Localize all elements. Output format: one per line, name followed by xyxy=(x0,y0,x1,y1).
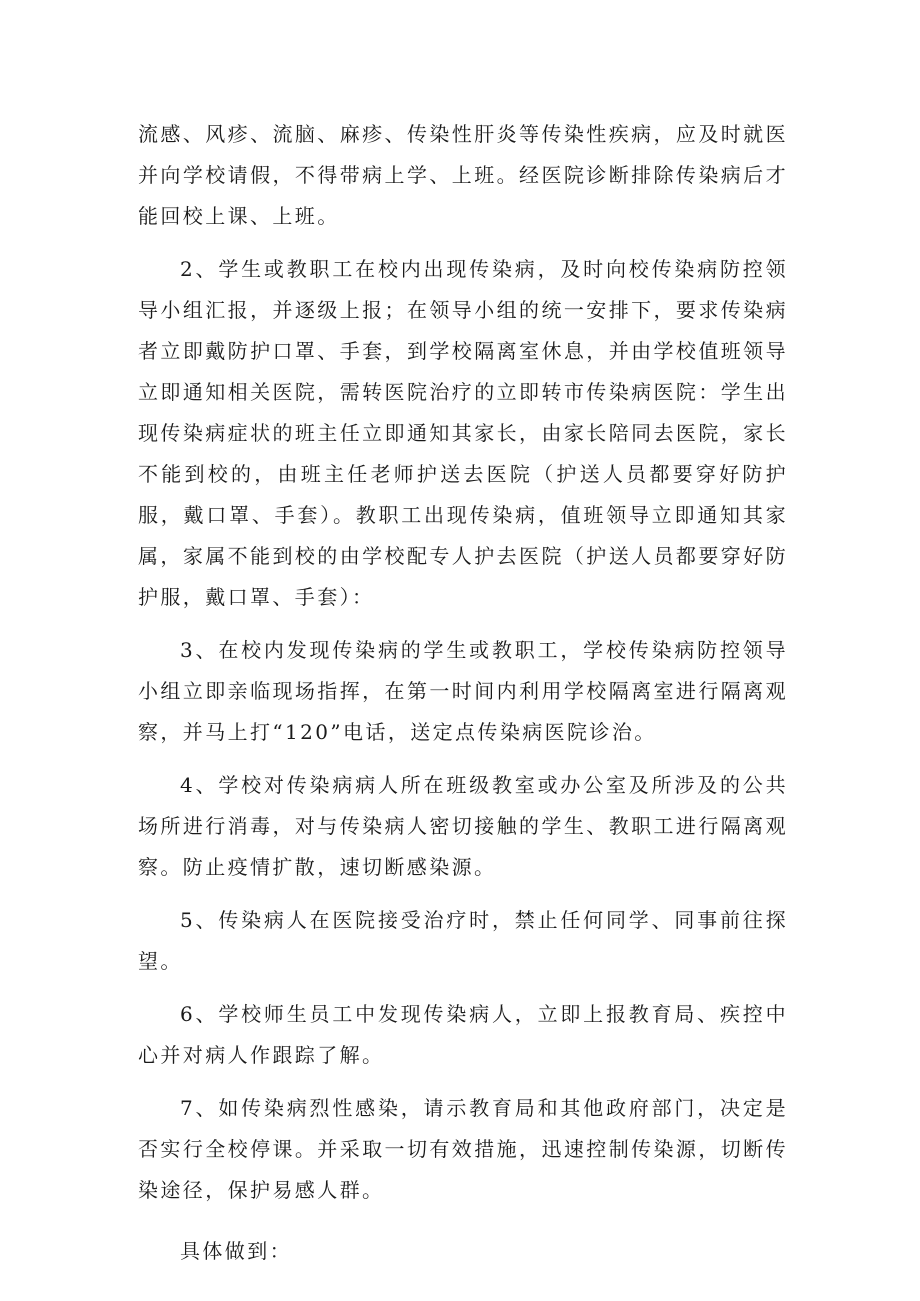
closing-line: 具体做到： xyxy=(180,1239,292,1263)
paragraph-item-2: 2、学生或教职工在校内出现传染病，及时向校传染病防控领导小组汇报，并逐级上报；在领导小组的统一安排下，要求传染病者立即戴防护口罩、手套，到学校隔离室休息，并由学校值班领导立即通知相关医院，需转医院治疗的立即转市传染病医院：学生出现传染病症状的班主任立即通知其家长，由家长陪同去医院，家长不能到校的，由班主任老师护送去医院（护送人员都要穿好防护服，戴口罩、手套）。教职工出现传染病，值班领导立即通知其家属，家属不能到校的由学校配专人护去医院（护送人员都要穿好防护服，戴口罩、手套）： xyxy=(138,257,788,609)
paragraph-item-3: 3、在校内发现传染病的学生或教职工，学校传染病防控领导小组立即亲临现场指挥，在第一时间内利用学校隔离室进行隔离观察，并马上打“120”电话，送定点传染病医院诊治。 xyxy=(138,638,788,744)
paragraph-item-5: 5、传染病人在医院接受治疗时，禁止任何同学、同事前往探望。 xyxy=(138,908,788,973)
document-body xyxy=(138,114,788,1284)
paragraph-continued: 流感、风疹、流脑、麻疹、传染性肝炎等传染性疾病，应及时就医并向学校请假，不得带病上学、上班。经医院诊断排除传染病后才能回校上课、上班。 xyxy=(138,122,788,228)
paragraph-item-4: 4、学校对传染病病人所在班级教室或办公室及所涉及的公共场所进行消毒，对与传染病人密切接触的学生、教职工进行隔离观察。防止疫情扩散，速切断感染源。 xyxy=(138,773,788,879)
paragraph-item-6: 6、学校师生员工中发现传染病人，立即上报教育局、疾控中心并对病人作跟踪了解。 xyxy=(138,1002,788,1067)
paragraph-item-7: 7、如传染病烈性感染，请示教育局和其他政府部门，决定是否实行全校停课。并采取一切有效措施，迅速控制传染源，切断传染途径，保护易感人群。 xyxy=(138,1096,788,1202)
